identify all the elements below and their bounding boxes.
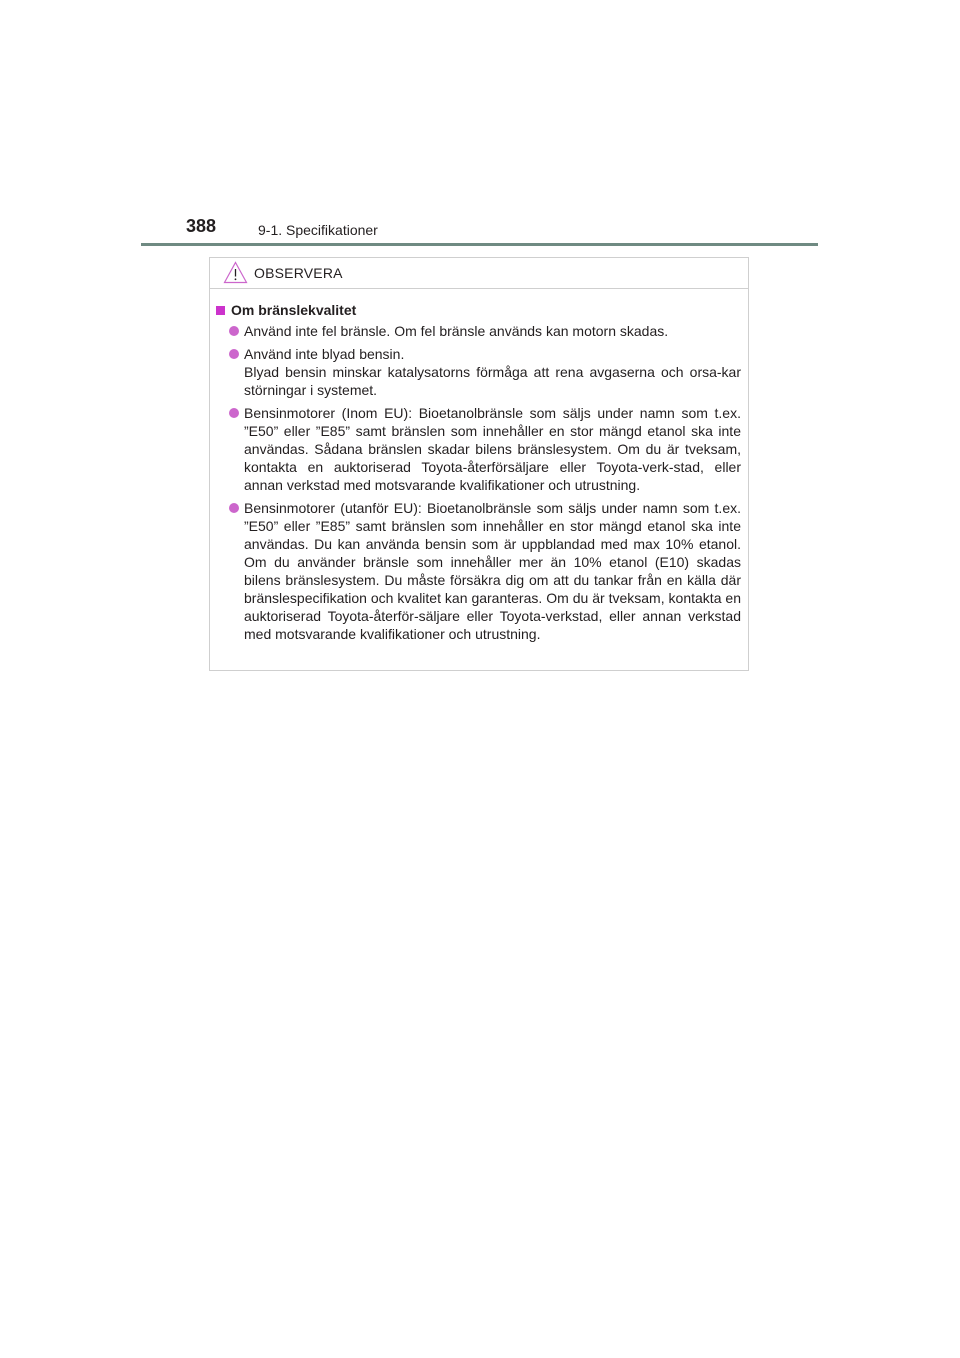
topic-title: Om bränslekvalitet [231, 302, 357, 318]
item-line: Bensinmotorer (Inom EU): Bioetanolbränsle som säljs under namn som t.ex. ”E50” eller ”E85” samt bränslen som innehåller en stor mängd etanol ska inte användas. Sådana bränslen skadar bilens bränslesystem. Om du är tveksam, kontakta en auktoriserad Toyota-återförsäljare eller Toyota-verk-stad, eller annan verkstad med motsvarande kvalifikationer och utrustning. [244, 405, 741, 493]
notice-box [209, 257, 749, 671]
item-line: Använd inte fel bränsle. Om fel bränsle används kan motorn skadas. [244, 323, 669, 339]
list-item [216, 499, 741, 643]
header-rule [141, 243, 818, 246]
topic-heading [216, 301, 741, 319]
page-number: 388 [186, 216, 217, 236]
list-item [216, 345, 741, 399]
list-item [216, 322, 741, 340]
item-text [244, 345, 741, 399]
circle-bullet-icon [229, 503, 239, 513]
warning-triangle-icon [223, 261, 248, 284]
notice-items [216, 322, 741, 643]
item-line: Använd inte blyad bensin. [244, 346, 405, 362]
notice-header [210, 258, 748, 289]
item-text [244, 404, 741, 494]
notice-body [210, 289, 748, 643]
notice-label: OBSERVERA [254, 265, 343, 281]
item-line: Bensinmotorer (utanför EU): Bioetanolbränsle som säljs under namn som t.ex. ”E50” eller ”E85” samt bränslen som innehåller en stor mängd etanol ska inte användas. Du kan använda bensin som är uppblandad med max 10% etanol. Om du använder bränsle som innehåller mer än 10% etanol (E10) skadas bilens bränslesystem. Du måste försäkra dig om att du tankar från en källa där bränslespecifikation och kvalitet kan garanteras. Om du är tveksam, kontakta en auktoriserad Toyota-återför-säljare eller Toyota-verkstad, eller annan verkstad med motsvarande kvalifikationer och utrustning. [244, 500, 741, 642]
section-title: 9-1. Specifikationer [258, 222, 378, 238]
circle-bullet-icon [229, 349, 239, 359]
circle-bullet-icon [229, 326, 239, 336]
item-text [244, 322, 741, 340]
item-text [244, 499, 741, 643]
list-item [216, 404, 741, 494]
square-bullet-icon [216, 306, 225, 315]
circle-bullet-icon [229, 408, 239, 418]
item-continuation: Blyad bensin minskar katalysatorns förmåga att rena avgaserna och orsa-kar störningar i systemet. [244, 364, 741, 398]
